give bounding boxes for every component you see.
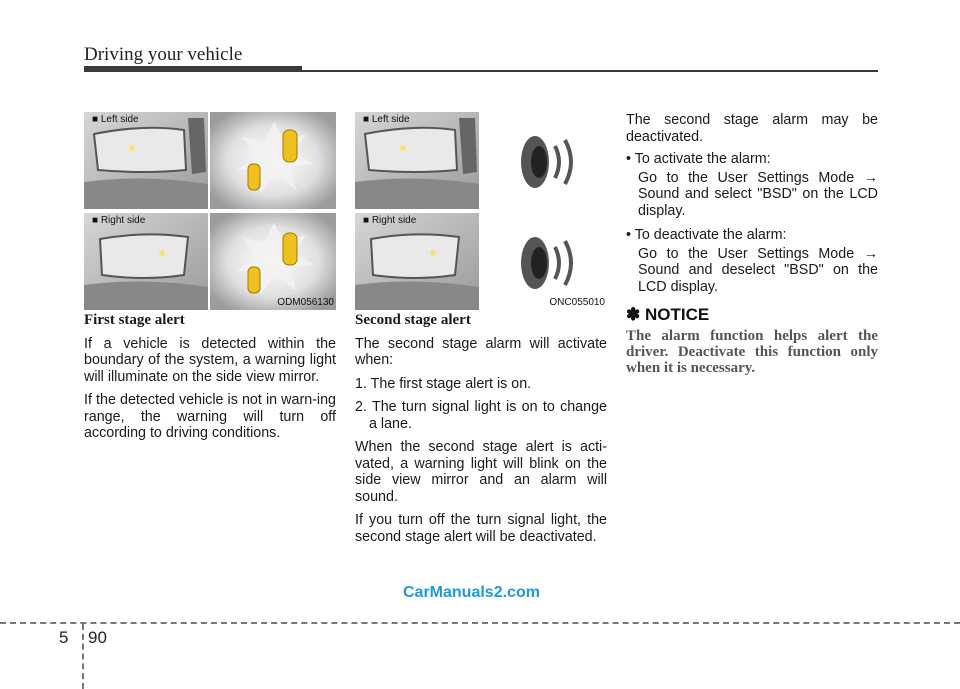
footer-rule [0,622,960,624]
figure-row-left-side [355,112,607,209]
paragraph: When the second stage alert is acti-vated, a warning light will blink on the side view mirror and an alarm will sound. [355,439,607,505]
figure-label-left-side: ■ Left side [363,114,410,125]
figure-label-left-side: ■ Left side [92,114,139,125]
page-number: 90 [88,628,107,647]
column-first-stage [84,312,336,449]
left-side-speaker-illustration [355,112,607,209]
figure-row-right-side [84,213,336,310]
figure-first-stage [84,112,336,310]
figure-code: ODM056130 [277,297,334,308]
list-item: 1. The first stage alert is on. [355,375,532,392]
paragraph: The second stage alarm may be deactivated. [626,112,878,145]
paragraph: If a vehicle is detected within the boundary of the system, a warning light will illuminate on the side view mirror. [84,335,336,385]
figure-second-stage [355,112,607,310]
list-item: 2. The turn signal light is on to change a lane. [355,399,607,432]
notice-title: ✽ NOTICE [626,305,710,324]
paragraph: If the detected vehicle is not in warn-ing range, the warning will turn off according to driving conditions. [84,392,336,441]
bullet-title: • To activate the alarm: [626,151,771,167]
notice-body: The alarm function helps alert the driver. Deactivate this function only when it is necessary. [626,327,878,376]
figure-label-right-side: ■ Right side [92,215,146,226]
page-section-number: 5 [59,628,69,647]
paragraph: The second stage alarm will activate when: [355,335,607,368]
page-header-title: Driving your vehicle [84,44,243,65]
bullet-body: Go to the User Settings Mode → Sound and select "BSD" on the LCD display. [638,169,878,219]
bullet-title: • To deactivate the alarm: [626,227,787,243]
bullet-body: Go to the User Settings Mode → Sound and deselect "BSD" on the LCD display. [638,245,878,295]
column-alarm-settings [626,112,878,382]
figure-label-right-side: ■ Right side [363,215,417,226]
watermark-link[interactable]: CarManuals2.com [403,584,540,601]
figure-row-left-side [84,112,336,209]
footer-divider [82,624,84,689]
section-heading: Second stage alert [355,312,471,328]
right-side-speaker-illustration [355,213,607,310]
paragraph: If you turn off the turn signal light, the second stage alert will be deactivated. [355,512,607,545]
header-bar [84,66,302,72]
header-rule [302,70,878,72]
figure-row-right-side [355,213,607,310]
figure-code: ONC055010 [549,297,605,308]
column-second-stage [355,312,607,552]
section-heading: First stage alert [84,312,185,328]
left-side-mirror-illustration [84,112,336,209]
right-side-mirror-illustration [84,213,336,310]
